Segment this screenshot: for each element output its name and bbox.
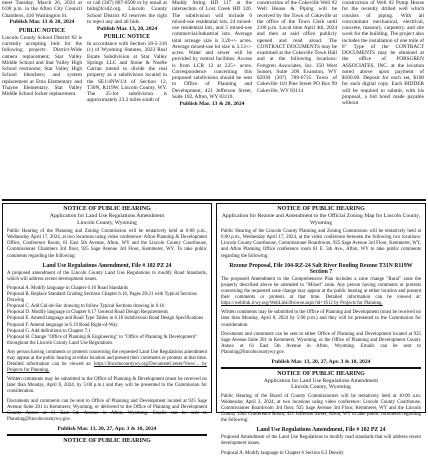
documents-link[interactable]: https://lincolncountywy.org/DocumentCenter/View/... by Projects for Planning. [7,362,207,374]
notice-paragraph [7,350,207,374]
notice-subtitle: Application for Land Use Regulations Amendment [263,377,379,384]
publish-line: Publish Mar. 13, 20, 27, Apr. 3 & 10, 2024 [57,425,157,432]
paragraph-text: The proposed Amendment to the Comprehensive Plan includes a zone change "Rural" zone the property described above be amended to "Mixed" zone. Any person having comments or protests concerning the requested zone change may appear at the public hearing at either location and present their comments or protests at that time. Detailed information can be viewed at: [221,276,421,301]
section-heading: Land Use Regulations Amendment, File # 102 PZ 24 [42,262,172,269]
notice-intro: Public Hearing of the Lincoln County Planning and Zoning Commission will be tentatively held at 6:00 p.m., Wednesday April 17, 2024, at the video conference between the following two locations: Lincoln County Courthouse, Commissioner Boardroom, 925 Sage Avenue 3rd Floor, Kemmerer, WY, and Afton Planning Office conference room 61 E. 5th Ave., Afton, WY to take public comments regarding the following: [221,229,421,259]
top-notices [2,0,426,200]
notice-title: NOTICE OF PUBLIC HEARING [63,437,151,444]
paragraph-text: Any person having comments or protests concerning the requested Land Use Regulations amendment may appear at the public hearing at either location and present their comments or protests at that time. Detailed information can be viewed at: [7,349,207,368]
publish-line: Publish Mar. 13, 20, 2024 [96,25,158,32]
notice-paragraph: Documents and comments can be sent to Office of Planning and Development located at 925 Sage Avenue Suite 201 in Kemmerer, Wyoming, or delivered to the Office of Planning and Development County Annex at 61 East 5th Avenue in Afton, Wyoming. Emails can be sent to Planning@lincolncountywy.gov. [7,398,207,422]
publish-line: Publish Mar. 13 & 20, 2024 [179,100,245,107]
list-item: Proposal F. Amend language in 6.19 Road Right-of-Way [7,322,118,328]
notice-purpose: Proposed Amendment of the Land Use Regulations to modify road standards that will address recent development issues. [221,435,421,447]
list-item: Proposal G. Add definitions to Chapter 7.1 [7,328,91,334]
column-3 [172,0,252,109]
notice-paragraph [221,277,421,307]
notice-text: Muddy String HD 117 at the intersection of Lost Creek HD 120. The subdivision will include 6 mixed-use residential lots, 24 mixed-use residential lots, and 5 mixed-use commercial/industrial lots. Average total acreage size is 3.20+/- acres. Average mixed-use lot size is 3.13+/- acres. Water and sewer will be provided by central facilities. Access is from LCR 12 at 225+ acres. Correspondence concerning this proposed subdivision should be sent to Office of Planning and Development, 421 Jefferson Street, Suite 102, Afton, WY 83110. [172,0,252,100]
notice-text: meet Tuesday, March 26, 2024 at 6:00 p.m. in the Afton City Council Chambers, 416 Washington St. [2,0,82,19]
proposal-list [7,286,207,347]
notice-subtitle: Application for Land Use Regulations Amendment [49,213,165,219]
publish-line: Publish Mar. 13 & 20, 2024 [9,19,75,26]
notice-title: NOTICE OF PUBLIC HEARING [277,370,365,377]
notice-paragraph: Written comments may be submitted to the Office of Planning & Development (must be received no later than Monday, April 8, 2024, by 5:00 p.m.) and they will be presented to the Commission for consideration. [7,377,207,395]
list-item: Proposal A. Modify language in Chapter 6 Section 6.3 Density [221,450,344,456]
notice-paragraph: Written comments may be submitted to the Office of Planning and Development (must be received no later than Monday, April 8, 2024 by 5:00 p.m.) and they will be presented to the Commission for consideration. [221,310,421,328]
column-1 [2,0,82,97]
notice-divider [7,434,207,436]
notice-heading: PUBLIC NOTICE [103,33,151,40]
notice-paragraph: Documents and comments can be sent to either Office of Planning and Development located at 925 Sage Avenue Suite 201 in Kemmerer, Wyoming, or the Office of Planning and Development County Annex at 61 East 5th Avenue in Afton, Wyoming. Emails can be sent to Planning@lincolncountywy.gov. [221,331,421,355]
list-item: Proposal D. Modify language in Chapter 6.17 General Road Design Requirements [7,310,169,316]
rezone-notice-box [216,203,426,456]
notice-text: or call (307) 887-8500 or by email at bids@lcsd2.org. Lincoln County School District #2 reserves the right to reject any and all bids. [87,0,167,25]
list-item: Proposal E. Amend language and Road Type Tables in 6.18 Subdivision Road Design Specifications [7,316,204,322]
notice-intro: Public Hearing of the Board of County Commissioners will be tentatively held at 10:00 a.m. Wednesday April 3, 2024, at two locations using video conference: Lincoln County Courthouse, Commissioner Boardroom 3rd floor, 925 Sage Avenue 3rd Floor, Kemmerer, WY and the Lincoln County 1982 Conference Room, 421 Jefferson Street, Afton, WY to take public comments regarding the following: [221,393,421,424]
notice-intro: Public Hearing of the Planning and Zoning Commission will be tentatively held at 6:00 p.m., Wednesday April 17, 2024, at two locations using video conference: Afton Planning & Development Office, Conference Room, 61 East 5th Avenue, Afton, WY and the Lincoln County Courthouse, Commissioner Chambers 3rd floor, 925 Sage Avenue 3rd Floor, Kemmerer, WY. To take public comments regarding the following: [7,229,207,259]
section-divider [2,199,426,201]
publish-line: Publish Mar. 13, 20, 27, Apr. 3 & 10, 2024 [271,358,371,365]
column-5 [342,0,424,106]
notice-subtitle: Application for Rezone and Amendment to the Official Zoning Map for Lincoln County, Wyoming [221,213,421,226]
notice-text: In accordance with Section 18-5-316 (c) of Wyoming Statutes, 2023 Real Estate Subdivision at Star Valley Springs LLC and Stone & Noelle Curran intend to divide the real property as a subdivision located in the SE1/4NW1/4 of Section 12, T30N, R119W, Lincoln County, WY. The 35-lot subdivision is approximately 23.3 miles south of [87,41,167,104]
list-item: Proposal C. Add Cul-de-Sac drawing to follow Typical Sections drawing in 6.16 [7,304,165,310]
notice-title: NOTICE OF PUBLIC HEARING [277,206,365,212]
notice-divider [221,367,421,369]
documents-link[interactable]: https://weblink.lcwy.org/WebLink/Browse.aspx?id=1612 by Projects for Planning. [221,301,383,307]
notice-heading: PUBLIC NOTICE [18,27,66,34]
section-heading: Rezone Proposal, File 104-RZ-24 Salt River Roofing Rezone T31N R119W Section 7 [229,262,413,275]
section-heading: Land Use Regulations Amendment, File # 102 PZ 24 [256,427,386,434]
notice-text: construction of the Cokeville Well #2 Well House & Piping will be received by the Town of Cokeville at the office of the Town Clerk until 2:00 p.m. Local time April 4th, 2024 and then at said office publicly opened and read aloud. The CONTRACT DOCUMENTS may be examined at the Cokeville Town Hall and at the following locations: Forsgren Associates, Inc. 350 West Sunset, Suite 200 Evanston, WY 82930 (307) 789-6735 Town of Cokeville 110 Pine Street PO Box 99 Cokeville, WY 83114 [257,0,337,94]
list-item: Proposal A. Modify language in Chapter 6.16 Road Standards [7,285,129,291]
column-4 [257,0,337,94]
column-2 [87,0,167,104]
list-item: Proposal B. Replace Standard Grading Sections Chapter 6.16, Pages 20-21 with Typical Sections Drawing [7,292,197,304]
list-item: Proposal H. Change "Office of Planning & Engineering" to "Office of Planning & Development" throughout the Lincoln County Land Use Regulations [7,334,198,346]
notice-county: Lincoln County, Wyoming [77,219,137,226]
notice-county: Lincoln County, Wyoming [291,384,351,391]
notice-text: construction of Well #2 Pump House for the recently drilled well which consists of piping. With all concomitant mechanical, electrical, concrete, masonry, carpentry, and site work for the building. The project also includes the installation of one mile of 8" Type of the CONTRACT DOCUMENTS may be obtained at the office of FORSGREN ASSOCIATES, INC. at the location noted above upon payment of $100.00. Deposit for each set, $100 for each digital copy. Each BIDDER will be required to submit, with his proposal, a bid bond made payable without [342,0,424,106]
notice-text: Lincoln County School District #2 is currently accepting bids for the following projects: District-Wide camera replacement; Star Valley Middle School and Star Valley High School restrooms; Star Valley High School bleachers; and system replacement at Etna Elementary and Thayne Elementary. Star Valley Middle School locker replacement. [2,34,82,97]
notice-title: NOTICE OF PUBLIC HEARING [63,206,151,212]
land-use-notice-box [2,203,212,444]
notice-purpose: A proposed amendment of the Lincoln County Land Use Regulations to modify Road Standards, which will address recent development issues. [7,270,207,282]
